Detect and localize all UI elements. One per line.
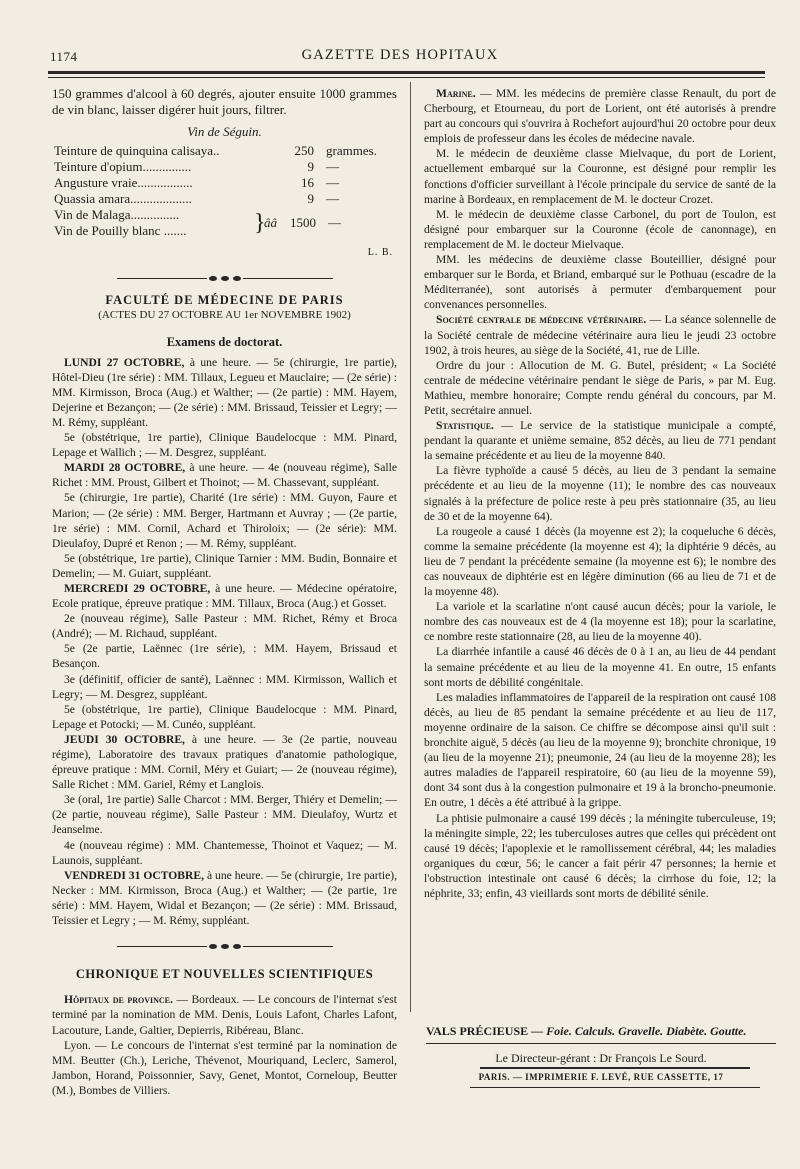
- signature: L. B.: [367, 247, 393, 259]
- imprimerie-rule: [470, 1087, 760, 1088]
- exam-paragraph: 5e (obstétrique, 1re partie), Clinique Baudelocque : MM. Pinard, Lepage et Wallich ; — M. Desgrez, suppléant.: [52, 431, 397, 460]
- exam-paragraph: 3e (oral, 1re partie) Salle Charcot : MM. Berger, Thiéry et Demelin; — (2e partie, nouveau régime), Salle Pasteur : MM. Dieulafoy, Wurtz et Jeanselme.: [52, 793, 397, 837]
- header-rule-thin: [48, 77, 765, 78]
- column-divider: [410, 82, 411, 1012]
- news-paragraph: La variole et la scarlatine n'ont causé aucun décès; pour la variole, le nombre des cas nouveaux est de 4 (la moyenne est 18); pour la scarlatine, ce nombre reste stationnaire (28, au lieu de la moyenne 40).: [424, 600, 776, 644]
- exam-heading: Examens de doctorat.: [166, 335, 283, 350]
- ingredient-qty: 9: [307, 191, 314, 207]
- ingredient-unit: —: [326, 191, 339, 207]
- ingredient-unit: —: [326, 159, 339, 175]
- news-paragraph: Marine. — MM. les médecins de première classe Renault, du port de Cherbourg, et Etourneau, du port de Lorient, ont été autorisés à prendre part au concours qui s'ouvrira à Rochefort aujourd'hui 20 octobre pour deux emplois de professeur dans les écoles de médecine navale.: [424, 87, 776, 146]
- ingredient-name: Vin de Malaga...............: [54, 207, 180, 223]
- news-paragraph: M. le médecin de deuxième classe Mielvaque, du port de Lorient, actuellement embarqué sur la Couronne, est désigné pour remplir les fonctions d'officier surveillant à l'école principale du service de santé de la marine à Bordeaux, en remplacement de M. le docteur Crozet.: [424, 147, 776, 206]
- recipe-row: [54, 159, 397, 175]
- news-paragraph: La diarrhée infantile a causé 46 décès de 0 à 1 an, au lieu de 44 pendant la semaine précédente et au lieu de la moyenne 41. En outre, 15 enfants sont morts de débilité congénitale.: [424, 645, 776, 689]
- page-number: 1174: [50, 49, 78, 64]
- exam-paragraph: JEUDI 30 OCTOBRE, à une heure. — 3e (2e partie, nouveau régime), Laboratoire des travaux pratiques d'anatomie pathologique, épreuve pratique : MM. Cornil, Méry et Guiart; — 2e (nouveau régime), Salle Richet : MM. Gariel, Rémy et Langlois.: [52, 732, 397, 792]
- recipe-brace-group: [54, 207, 397, 239]
- separator-ornament: [52, 938, 397, 953]
- recipe-row: [54, 175, 397, 191]
- faculte-heading: FACULTÉ DE MÉDECINE DE PARIS: [105, 293, 344, 308]
- ingredient-unit: grammes.: [326, 143, 377, 159]
- exam-paragraph: VENDREDI 31 OCTOBRE, à une heure. — 5e (chirurgie, 1re partie), Necker : MM. Kirmisson, Broca (Aug.) et Walther; — (2e partie, 1re série) : MM. Hayem, Widal et Bezançon; — (2e série) : MM. Brissaud, Teissier et Legry ; — M. Rémy, suppléant.: [52, 868, 397, 928]
- news-paragraph: Lyon. — Le concours de l'internat s'est terminé par la nomination de MM. Beutter (Ch.), Leriche, Thévenot, Mouriquand, Leclerc, Samerol, Jambon, Horand, Poissonnier, Savy, Genet, Montot, Corneloup, Beutter (M.), Bombes de Villiers.: [52, 1038, 397, 1097]
- news-paragraph: Hôpitaux de province. — Bordeaux. — Le concours de l'internat s'est terminé par la nomination de MM. Denis, Louis Lafont, Charles Lafont, Lacouture, Lande, Galtier, Depierris, Ribéreau, Blanc.: [52, 993, 397, 1037]
- ingredient-unit: —: [326, 175, 339, 191]
- ingredient-name: Teinture de quinquina calisaya..: [54, 143, 220, 159]
- exam-paragraph: LUNDI 27 OCTOBRE, à une heure. — 5e (chirurgie, 1re partie), Hôtel-Dieu (1re série) : MM. Tillaux, Legueu et Mauclaire; — (2e série) : MM. Kirmisson, Broca (Aug.) et Walther; — (2e partie) : MM. Hayem, Dejerine et Bezançon; — (2e série) : MM. Brissaud, Teissier et Legry; — M. Rémy, suppléant.: [52, 355, 397, 429]
- news-paragraph: MM. les médecins de deuxième classe Bouteillier, désigné pour embarquer sur le Borda, et Briand, embarqué sur le Pothuau (escadre de la Méditerranée), sont autorisés à permuter d'embarquement pour convenances personnelles.: [424, 253, 776, 312]
- recipe-row: [54, 143, 397, 159]
- news-paragraph: Les maladies inflammatoires de l'appareil de la respiration ont causé 108 décès, au lieu de 85 pendant la semaine précédente et au lieu de 117, moyenne ordinaire de la saison. Ce chiffre se décompose ainsi qu'il suit : bronchite aiguë, 5 décès (au lieu de la moyenne 9); bronchite chronique, 19 (au lieu de la moyenne 21); pneumonie, 24 (au lieu de la moyenne 28); les autres maladies de l'appareil respiratoire, 60 (au lieu de la moyenne 59), dont 34 sont dus à la congestion pulmonaire et 19 à la broncho-pneumonie. En outre, 1 décès a été attribué à la grippe.: [424, 690, 776, 810]
- imprimerie-line: PARIS. — IMPRIMERIE F. LEVÉ, RUE CASSETTE, 17: [478, 1072, 724, 1082]
- news-paragraph: Ordre du jour : Allocution de M. G. Butel, président; « La Société centrale de médecine vétérinaire pendant le siège de Paris, » par M. Eug. Mathieu, membre honoraire; Compte rendu général du concours, par M. Petit, secrétaire annuel.: [424, 358, 776, 417]
- news-paragraph: La rougeole a causé 1 décès (la moyenne est 2); la coqueluche 6 décès, comme la semaine précédente (la moyenne est 4); la diphtérie 9 décès, au lieu de 7 pendant la précédente semaine (la moyenne est 6); le nombre des cas nouveaux de diphtérie est en légère diminution (66 au lieu de 71 et de la moyenne 48).: [424, 524, 776, 599]
- news-paragraph: Statistique. — Le service de la statistique municipale a compté, pendant la quarante et unième semaine, 852 décès, au lieu de 771 pendant la semaine précédente et au lieu de la moyenne 840.: [424, 419, 776, 463]
- ingredient-name: Teinture d'opium...............: [54, 159, 192, 175]
- advert-rule: [426, 1043, 776, 1044]
- ingredient-qty: 1500: [290, 215, 316, 231]
- recipe-list: [54, 143, 397, 239]
- ingredient-qty: 16: [301, 175, 314, 191]
- recipe-row: [54, 191, 397, 207]
- ingredient-qty: 9: [307, 159, 314, 175]
- faculte-subheading: (ACTES DU 27 OCTOBRE AU 1er NOVEMBRE 1902): [98, 309, 351, 322]
- news-paragraph: La fièvre typhoïde a causé 5 décès, au lieu de 3 pendant la semaine précédente et au lieu de la moyenne (11); le nombre des cas nouveaux signalés à la préfecture de police reste à peu près stationnaire (35, au lieu de 30 et de la moyenne 64).: [424, 464, 776, 523]
- ingredient-name: Vin de Pouilly blanc .......: [54, 223, 187, 239]
- ingredient-name: Angusture vraie.................: [54, 175, 193, 191]
- exam-paragraph: 5e (obstétrique, 1re partie), Clinique Baudelocque : MM. Pinard, Lepage et Potocki; — M. Cunéo, suppléant.: [52, 702, 397, 731]
- gerant-rule: [480, 1067, 750, 1069]
- left-column: [52, 86, 397, 1098]
- news-paragraph: M. le médecin de deuxième classe Carbonel, du port de Toulon, est désigné pour embarquer sur la Couronne (école de canonnage), en remplacement de M. le docteur Mielvaque.: [424, 207, 776, 251]
- recipe-title: Vin de Séguin.: [187, 124, 262, 139]
- exam-paragraph: 5e (obstétrique, 1re partie), Clinique Tarnier : MM. Budin, Bonnaire et Demelin; — M. Guiart, suppléant.: [52, 551, 397, 580]
- ingredient-unit: —: [328, 215, 341, 231]
- ingredient-qty: 250: [294, 143, 314, 159]
- right-column: [424, 86, 776, 901]
- news-paragraph: La phtisie pulmonaire a causé 199 décès ; la méningite tuberculeuse, 19; la méningite simple, 22; les tuberculoses autres que celles qui précèdent ont causé 19 décès; l'apoplexie et le ramollissement cérébral, 44; les maladies organiques du cœur, 56; le cancer a fait périr 47 personnes; la hernie et l'obstruction intestinale ont causé 6 décès; la cirrhose du foie, 12; la néphrite, 33; enfin, 43 vieillards sont morts de débilité sénile.: [424, 811, 776, 900]
- news-paragraph: Société centrale de médecine vétérinaire. — La séance solennelle de la Société centrale de médecine vétérinaire aura lieu le jeudi 23 octobre 1902, à trois heures, au siège de la Société, 41, rue de Lille.: [424, 313, 776, 357]
- exam-paragraph: 5e (chirurgie, 1re partie), Charité (1re série) : MM. Guyon, Faure et Marion; — (2e série) : MM. Berger, Hartmann et Auvray ; — (2e partie, 1re série) : MM. Cornil, Achard et Thiroloix; — (2e série): MM. Dieulafoy, Dupré et Renon ; — M. Rémy, suppléant.: [52, 491, 397, 550]
- gerant-line: Le Directeur-gérant : Dr François Le Sourd.: [495, 1051, 707, 1065]
- ingredient-name: Quassia amara...................: [54, 191, 192, 207]
- exam-paragraph: 2e (nouveau régime), Salle Pasteur : MM. Richet, Rémy et Broca (André); — M. Richaud, suppléant.: [52, 612, 397, 641]
- intro-paragraph: 150 grammes d'alcool à 60 degrés, ajouter ensuite 1000 grammes de vin blanc, laisser digérer huit jours, filtrer.: [52, 86, 397, 117]
- brace-aa: ââ: [264, 215, 277, 231]
- running-title: GAZETTE DES HOPITAUX: [301, 47, 499, 63]
- exam-paragraph: 3e (définitif, officier de santé), Laënnec : MM. Kirmisson, Wallich et Legry; — M. Desgrez, suppléant.: [52, 672, 397, 701]
- separator-ornament: [52, 270, 397, 285]
- brace-glyph: }: [254, 210, 266, 237]
- header-rule: [48, 71, 765, 74]
- exam-paragraph: MERCREDI 29 OCTOBRE, à une heure. — Médecine opératoire, Ecole pratique, épreuve pratique : MM. Tillaux, Broca (Aug.) et Gosset.: [52, 581, 397, 611]
- exam-paragraph: 5e (2e partie, Laënnec (1re série), : MM. Hayem, Brissaud et Besançon.: [52, 642, 397, 671]
- exam-paragraph: MARDI 28 OCTOBRE, à une heure. — 4e (nouveau régime), Salle Richet : MM. Proust, Gilbert et Thoinot; — M. Chassevant, suppléant.: [52, 461, 397, 490]
- exam-paragraph: 4e (nouveau régime) : MM. Chantemesse, Thoinot et Vaquez; — M. Launois, suppléant.: [52, 838, 397, 867]
- vals-advert: VALS PRÉCIEUSE — Foie. Calculs. Gravelle. Diabète. Goutte.: [426, 1024, 747, 1038]
- chronique-heading: CHRONIQUE ET NOUVELLES SCIENTIFIQUES: [75, 967, 374, 982]
